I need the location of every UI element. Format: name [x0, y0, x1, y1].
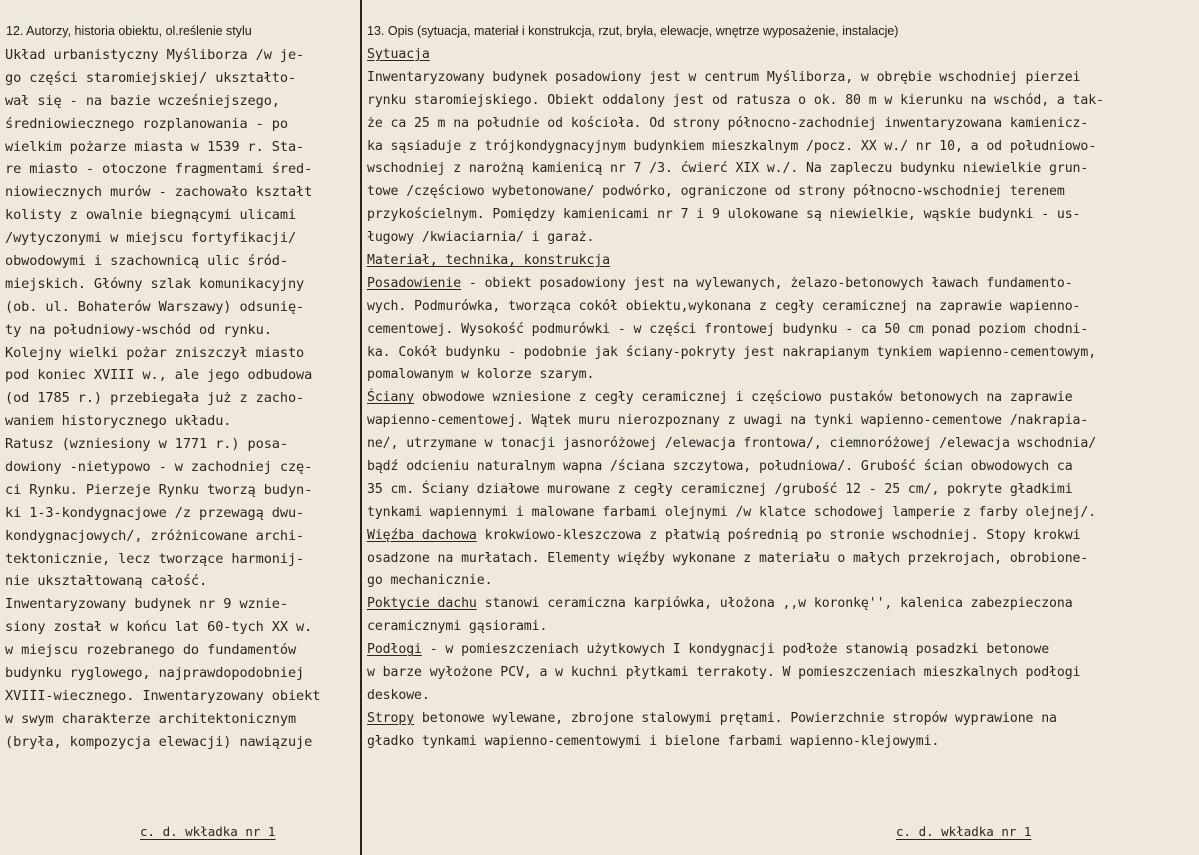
column-divider — [360, 0, 362, 855]
text-line: (od 1785 r.) przebiegała już z zacho- — [5, 390, 305, 407]
line-text: wych. Podmurówka, tworząca cokół obiektu,wykonana z cegły ceramicznej na zaprawie wapienno- — [367, 298, 1081, 314]
line-text: ceramicznymi gąsiorami. — [367, 619, 548, 635]
text-line: ci Rynku. Pierzeje Rynku tworzą budyn- — [5, 481, 313, 498]
line-text: - w pomieszczeniach użytkowych I kondygnacji podłoże stanowią posadzki betonowe — [421, 642, 1050, 658]
text-line: Kolejny wielki pożar zniszczył miasto — [5, 344, 305, 361]
section-heading: Sytuacja — [367, 47, 430, 62]
text-line: nie ukształtowaną całość. — [5, 573, 208, 590]
text-line — [367, 113, 1197, 136]
text-line — [367, 204, 1197, 227]
text-line — [367, 502, 1197, 525]
text-line — [367, 136, 1197, 159]
section-heading: Poktycie dachu — [367, 596, 477, 612]
text-line — [367, 250, 1197, 273]
text-line: waniem historycznego układu. — [5, 413, 232, 430]
text-line — [367, 548, 1197, 571]
text-line: obwodowymi i szachownicą ulic śród- — [5, 253, 288, 270]
text-line: tektonicznie, lecz tworzące harmonij- — [5, 550, 305, 567]
text-line — [367, 364, 1197, 387]
text-line — [367, 410, 1197, 433]
text-line — [367, 662, 1197, 685]
text-line: ty na południowy-wschód od rynku. — [5, 321, 272, 338]
text-line: budynku ryglowego, najprawdopodobniej — [5, 665, 305, 682]
line-text: w barze wyłożone PCV, a w kuchni płytkami terrakoty. W pomieszczeniach mieszkalnych podłogi — [367, 665, 1081, 681]
line-text: betonowe wylewane, zbrojone stalowymi prętami. Powierzchnie stropów wyprawione na — [414, 710, 1057, 726]
text-line — [367, 708, 1197, 731]
section-heading: Posadowienie — [367, 275, 462, 291]
text-line — [367, 685, 1197, 708]
text-line: niowiecznych murów - zachowało kształt — [5, 184, 313, 201]
line-text: ne/, utrzymane w tonacji jasnoróżowej /elewacja frontowa/, ciemnoróżowej /elewacja wschodnia/ — [367, 436, 1097, 452]
text-line — [367, 731, 1197, 754]
text-line — [367, 479, 1197, 502]
text-line — [367, 319, 1197, 342]
section-heading: Materiał, technika, konstrukcja — [367, 253, 611, 269]
text-line: go części staromiejskiej/ ukształto- — [5, 69, 297, 86]
text-line: wielkim pożarze miasta w 1539 r. Sta- — [5, 138, 305, 155]
line-text: wapienno-cementowej. Wątek muru nierozpoznany z uwagi na tynki wapienno-cementowe /nakrapia- — [367, 413, 1089, 429]
left-column-header: 12. Autorzy, historia obiektu, ol.reślenie stylu — [6, 24, 252, 38]
line-text: ka. Cokół budynku - podobnie jak ściany-pokryty jest nakrapianym tynkiem wapienno-cementowym, — [367, 344, 1097, 360]
line-text: stanowi ceramiczna karpiówka, ułożona ,,w koronkę'', kalenica zabezpieczona — [476, 596, 1073, 612]
line-text: krokwiowo-kleszczowa z płatwią pośrednią po stronie wschodniej. Stopy krokwi — [476, 527, 1081, 543]
text-line — [367, 456, 1197, 479]
text-line — [367, 181, 1197, 204]
text-line — [367, 158, 1197, 181]
line-text: cementowej. Wysokość podmurówki - w części frontowej budynku - ca 50 cm ponad poziom chodni- — [367, 321, 1089, 337]
text-line: miejskich. Główny szlak komunikacyjny — [5, 275, 305, 292]
line-text: Inwentaryzowany budynek posadowiony jest w centrum Myśliborza, w obrębie wschodniej pierzei — [367, 69, 1081, 85]
text-line: wał się - na bazie wcześniejszego, — [5, 92, 280, 109]
text-line — [367, 570, 1197, 593]
section-heading: Ściany — [367, 390, 415, 406]
text-line — [367, 387, 1197, 410]
text-line: XVIII-wiecznego. Inwentaryzowany obiekt — [5, 687, 321, 704]
text-line: w miejscu rozebranego do fundamentów — [5, 642, 297, 659]
right-column-header: 13. Opis (sytuacja, materiał i konstrukcja, rzut, bryła, elewacje, wnętrze wyposażenie, instalacje) — [367, 24, 899, 38]
line-text: że ca 25 m na południe od kościoła. Od strony północno-zachodniej inwentaryzowana kamienicz- — [367, 115, 1089, 131]
line-text: deskowe. — [367, 687, 430, 703]
text-line: kolisty z owalnie biegnącymi ulicami — [5, 207, 297, 224]
text-line — [367, 44, 1197, 67]
text-line: pod koniec XVIII w., ale jego odbudowa — [5, 367, 313, 384]
text-line — [367, 593, 1197, 616]
text-line: re miasto - otoczone fragmentami śred- — [5, 161, 313, 178]
line-text: pomalowanym w kolorze szarym. — [367, 367, 595, 383]
text-line — [367, 639, 1197, 662]
text-line — [367, 227, 1197, 250]
text-line: Układ urbanistyczny Myśliborza /w je- — [5, 47, 305, 63]
text-line: średniowiecznego rozplanowania - po — [5, 115, 288, 132]
text-line: (bryła, kompozycja elewacji) nawiązuje — [5, 733, 313, 750]
text-line: kondygnacjowych/, zróżnicowane archi- — [5, 527, 305, 544]
left-column-text — [5, 44, 358, 754]
text-line: w swym charakterze architektonicznym — [5, 710, 297, 727]
text-line — [367, 67, 1197, 90]
line-text: ługowy /kwiaciarnia/ i garaż. — [367, 230, 595, 246]
line-text: rynku staromiejskiego. Obiekt oddalony jest od ratusza o ok. 80 m w kierunku na wschód, a tak- — [367, 92, 1104, 108]
line-text: przykościelnym. Pomiędzy kamienicami nr 7 i 9 ulokowane są niewielkie, wąskie budynki - us- — [367, 207, 1081, 223]
line-text: - obiekt posadowiony jest na wylewanych, żelazo-betonowych ławach fundamento- — [461, 275, 1073, 291]
right-column-footer: c. d. wkładka nr 1 — [896, 824, 1032, 839]
text-line — [367, 342, 1197, 365]
text-line — [367, 525, 1197, 548]
text-line: Ratusz (wzniesiony w 1771 r.) posa- — [5, 436, 288, 453]
line-text: 35 cm. Ściany działowe murowane z cegły ceramicznej /grubość 12 - 25 cm/, pokryte gładkimi — [367, 481, 1073, 497]
section-heading: Podłogi — [367, 642, 422, 658]
line-text: towe /częściowo wybetonowane/ podwórko, ograniczone od strony północno-wschodniej terenem — [367, 184, 1065, 200]
left-column-footer: c. d. wkładka nr 1 — [140, 824, 276, 839]
line-text: osadzone na murłatach. Elementy więźby wykonane z materiału o małych przekrojach, obrobione- — [367, 550, 1089, 566]
text-line: ki 1-3-kondygnacjowe /z przewagą dwu- — [5, 504, 305, 521]
line-text: tynkami wapiennymi i malowane farbami olejnymi /w klatce schodowej lamperie z farby olejnej/. — [367, 504, 1097, 520]
text-line: (ob. ul. Bohaterów Warszawy) odsunię- — [5, 298, 305, 315]
line-text: ka sąsiaduje z trójkondygnacyjnym budynkiem mieszkalnym /pocz. XX w./ nr 10, a od południowo- — [367, 138, 1097, 154]
text-line — [367, 296, 1197, 319]
text-line: Inwentaryzowany budynek nr 9 wznie- — [5, 596, 288, 613]
text-line: dowiony -nietypowo - w zachodniej czę- — [5, 459, 313, 476]
text-line — [367, 273, 1197, 296]
line-text: gładko tynkami wapienno-cementowymi i bielone farbami wapienno-klejowymi. — [367, 733, 940, 749]
text-line: siony został w końcu lat 60-tych XX w. — [5, 619, 313, 636]
line-text: go mechanicznie. — [367, 573, 493, 589]
right-column-text — [367, 44, 1197, 754]
section-heading: Więźba dachowa — [367, 527, 477, 543]
text-line — [367, 90, 1197, 113]
line-text: bądź odcieniu naturalnym wapna /ściana szczytowa, południowa/. Grubość ścian obwodowych ca — [367, 459, 1073, 475]
text-line: /wytyczonymi w miejscu fortyfikacji/ — [5, 230, 297, 247]
section-heading: Stropy — [367, 710, 415, 726]
line-text: wschodniej z narożną kamienicą nr 7 /3. ćwierć XIX w./. Na zapleczu budynku niewielkie grun- — [367, 161, 1089, 177]
text-line — [367, 616, 1197, 639]
line-text: obwodowe wzniesione z cegły ceramicznej i częściowo pustaków betonowych na zaprawie — [414, 390, 1073, 406]
text-line — [367, 433, 1197, 456]
